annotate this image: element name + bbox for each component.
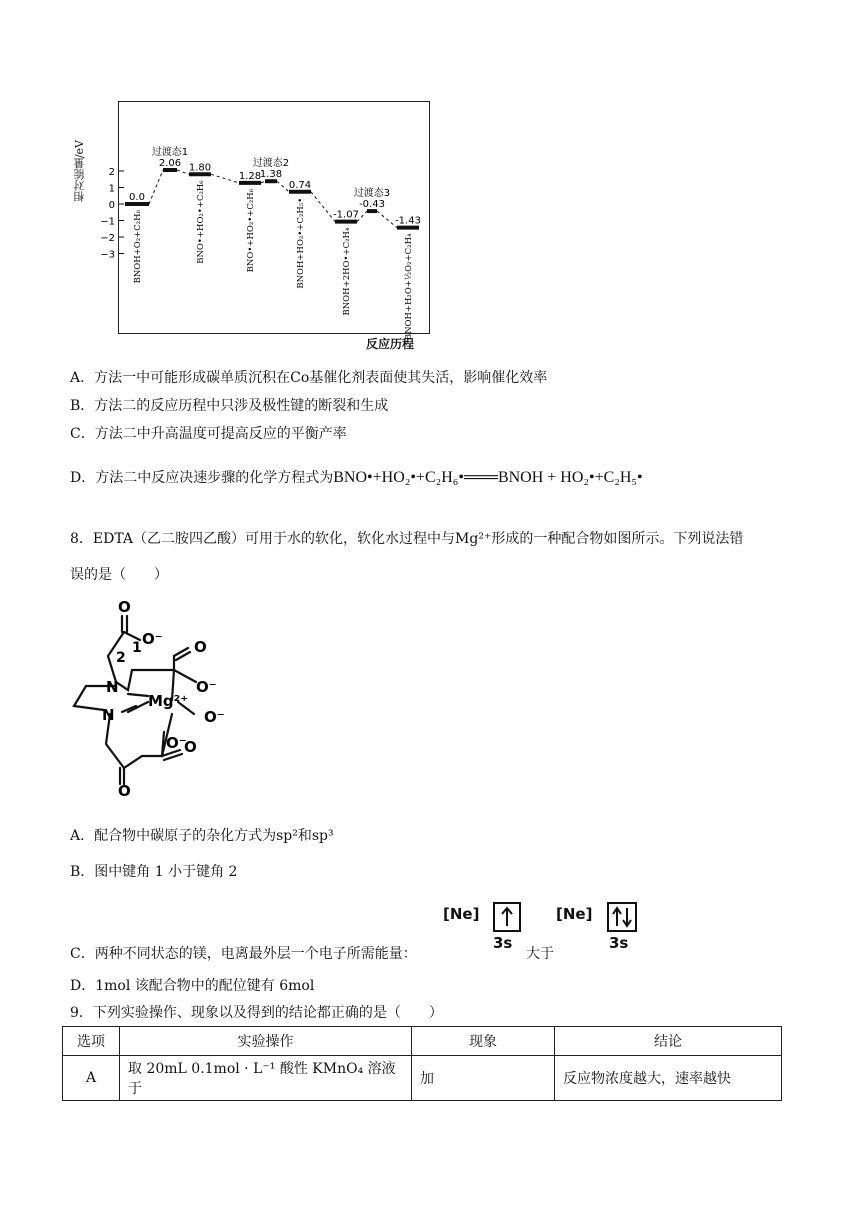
q9-table — [62, 1026, 782, 1101]
level-value-label-7: -0.43 — [359, 199, 385, 211]
level-value-label-5: 0.74 — [288, 179, 312, 191]
header-option: 选项 — [63, 1027, 120, 1056]
species-label-3: BNO•+HO₂•+C₂H₆ — [246, 188, 256, 273]
header-conclusion: 结论 — [555, 1027, 782, 1056]
q8-option-a: A．配合物中碳原子的杂化方式为sp²和sp³ — [70, 828, 334, 844]
bond-angle-2: 2 — [116, 650, 126, 666]
table-row — [63, 1056, 782, 1101]
y-tick-label-4: −2 — [100, 233, 115, 244]
q8-option-c: C．两种不同状态的镁，电离最外层一个电子所需能量： — [70, 946, 417, 962]
atom-o-minus-3: O⁻ — [204, 708, 225, 726]
connector-2 — [211, 174, 239, 183]
y-tick-label-3: −1 — [100, 216, 115, 228]
connector-0 — [149, 170, 163, 204]
x-axis-label: 反应历程 — [366, 337, 415, 351]
connector-4 — [277, 181, 289, 192]
atom-n-lower: N — [102, 706, 115, 724]
header-phenomenon: 现象 — [412, 1027, 555, 1056]
atom-o-minus-1: O⁻ — [142, 630, 163, 648]
atom-o-lower-right: O — [184, 738, 197, 756]
atom-n-upper: N — [106, 678, 119, 696]
header-operation: 实验操作 — [120, 1027, 412, 1056]
connector-1 — [177, 170, 189, 174]
cell-phenomenon: 加 — [412, 1056, 555, 1101]
atom-mg: Mg²⁺ — [148, 692, 189, 710]
level-value-label-8: -1.43 — [395, 215, 421, 227]
q8-option-c-greater: 大于 — [526, 946, 554, 962]
transition-state-label-4: 过渡态2 — [252, 158, 290, 170]
level-value-label-6: -1.07 — [333, 209, 359, 221]
orbital-box-paired — [607, 902, 637, 932]
level-value-label-3: 1.28 — [238, 170, 262, 182]
level-value-label-2: 1.80 — [188, 162, 212, 174]
species-label-0: BNOH+O₂+C₂H₆ — [133, 210, 143, 284]
y-tick-label-2: 0 — [108, 200, 115, 211]
q9-stem: 9．下列实验操作、现象以及得到的结论都正确的是（ ） — [70, 1005, 443, 1021]
ne-core-2: [Ne] — [556, 905, 593, 923]
q7-option-c: C．方法二中升高温度可提高反应的平衡产率 — [70, 426, 347, 442]
q7-option-d — [70, 468, 643, 488]
bond-angle-1: 1 — [132, 640, 142, 656]
q7-option-b: B．方法二的反应历程中只涉及极性键的断裂和生成 — [70, 398, 389, 414]
transition-state-label-1: 过渡态1 — [151, 147, 189, 159]
q8-option-d: D．1mol 该配合物中的配位键有 6mol — [70, 978, 315, 994]
y-axis-label: 相对能量/eV — [73, 140, 86, 203]
q8-stem-line2: 误的是（ ） — [70, 567, 168, 583]
energy-diagram — [100, 102, 429, 341]
transition-state-label-7: 过渡态3 — [353, 188, 391, 200]
y-tick-label-1: 1 — [108, 183, 115, 195]
table-header-row — [63, 1027, 782, 1056]
level-value-label-0: 0.0 — [129, 192, 145, 203]
atom-o-right: O — [194, 638, 207, 656]
connector-3 — [261, 181, 265, 183]
q7-option-d-equation: BNO•+HO₂•+C₂H₆•═══BNOH + HO₂•+C₂H₅• — [333, 469, 643, 486]
species-label-6: BNOH+2HO•+C₂H₄ — [342, 227, 352, 316]
q7-option-d-text: D．方法二中反应决速步骤的化学方程式为 — [70, 470, 334, 486]
atom-o-bottom: O — [118, 782, 131, 800]
up-down-arrows-icon — [609, 904, 635, 930]
connector-5 — [311, 192, 335, 222]
y-tick-label-5: −3 — [100, 249, 115, 261]
up-arrow-icon — [495, 904, 519, 930]
cell-operation: 取 20mL 0.1mol · L⁻¹ 酸性 KMnO₄ 溶液于 — [120, 1056, 412, 1101]
edta-mg-structure — [66, 596, 256, 801]
energy-chart-frame — [100, 101, 430, 341]
ne-core-1: [Ne] — [443, 905, 480, 923]
q7-option-a: A．方法一中可能形成碳单质沉积在Co基催化剂表面使其失活，影响催化效率 — [70, 370, 548, 386]
atom-o-top: O — [118, 598, 131, 616]
connector-7 — [377, 211, 397, 228]
q8-stem-line1: 8．EDTA（乙二胺四乙酸）可用于水的软化，软化水过程中与Mg²⁺形成的一种配合物如图所示。下列说法错 — [70, 531, 744, 547]
level-value-label-4: 1.38 — [259, 169, 283, 181]
cell-option: A — [63, 1056, 120, 1101]
orbital-label-3s-2: 3s — [609, 934, 629, 952]
cell-conclusion: 反应物浓度越大，速率越快 — [555, 1056, 782, 1101]
level-value-label-1: 2.06 — [158, 158, 182, 170]
atom-o-minus-2: O⁻ — [196, 678, 217, 696]
orbital-box-single — [493, 902, 521, 932]
y-tick-label-0: 2 — [108, 167, 115, 178]
atom-o-minus-4: O⁻ — [166, 734, 187, 752]
species-label-2: BNO•+HO₂•+C₂H₆ — [196, 180, 206, 264]
species-label-5: BNOH+HO₂•+C₂H₅• — [296, 197, 306, 289]
orbital-label-3s-1: 3s — [493, 934, 513, 952]
species-label-8: BNOH+H₂O+½O₂+C₂H₄ — [404, 233, 414, 341]
q8-option-b: B．图中键角 1 小于键角 2 — [70, 864, 238, 880]
